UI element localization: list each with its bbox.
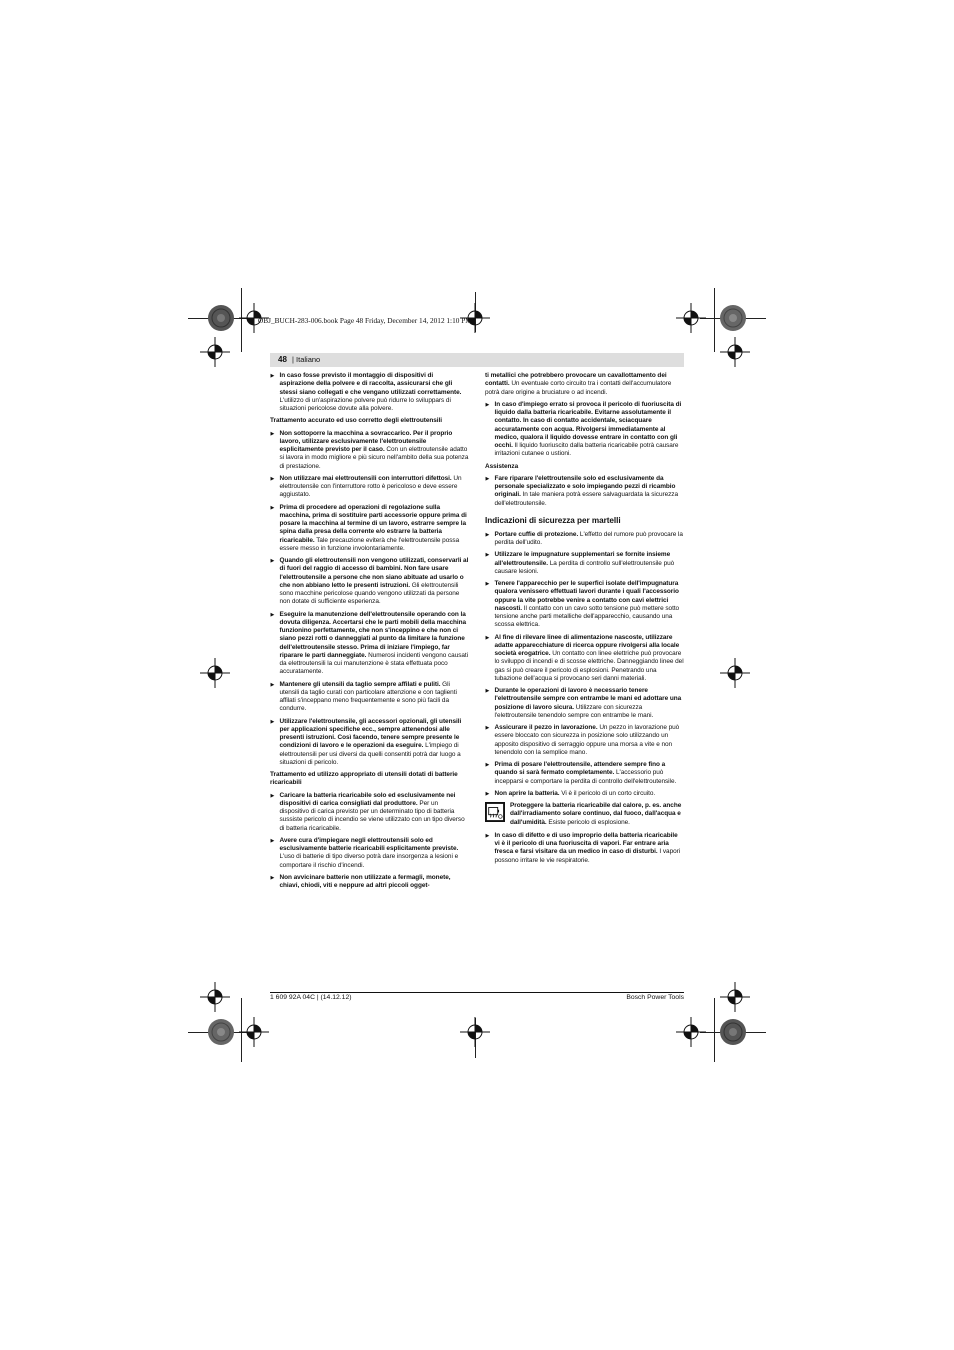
body-text: Gli utensili da taglio curati con particolare attenzione e con taglienti affilati s'inceppano meno frequentemente e sono più facili da condurre. xyxy=(279,680,457,713)
bold-lead: Quando gli elettroutensili non vengono utilizzati, conservarli al di fuori del raggio di accesso di bambini. Non fare usare l'elettroutensile a persone che non siano abituate ad usarlo o che non abbiano letto le presenti istruzioni. xyxy=(279,557,469,589)
bullet-item xyxy=(270,430,469,471)
language-label: Italiano xyxy=(296,355,321,364)
color-target-icon xyxy=(719,304,747,332)
bold-lead: Portare cuffie di protezione. xyxy=(494,530,579,538)
body-text: In tale maniera potrà essere salvaguardata la sicurezza dell'elettroutensile. xyxy=(494,491,678,507)
page-language: | Italiano xyxy=(292,355,321,364)
body-text: Un elettroutensile con l'interruttore rotto è pericoloso e deve essere aggiustato. xyxy=(279,474,462,499)
footer-document-code: 1 609 92A 04C | (14.12.12) xyxy=(270,994,352,1001)
bold-lead: Caricare la batteria ricaricabile solo ed esclusivamente nei dispositivi di carica consigliati dal produttore. xyxy=(279,791,456,807)
bold-lead: Non aprire la batteria. xyxy=(494,789,560,797)
bullet-item xyxy=(270,611,469,677)
battery-heat-warning-icon xyxy=(485,802,505,822)
left-column xyxy=(270,372,469,894)
bullet-item xyxy=(485,580,684,630)
bullet-item xyxy=(270,837,469,870)
bold-lead: Proteggere la batteria ricaricabile dal calore, p. es. anche dall'irradiamento solare continuo, dal fuoco, dall'acqua e dall'umidità. xyxy=(510,802,682,826)
bold-lead: Eseguire la manutenzione dell'elettroutensile operando con la dovuta diligenza. Accertarsi che le parti mobili della macchina funzionino perfettamente, che non s'inceppino e che non ci siano pezzi rotti o danneggiati al punto da limitare la funzione dell'elettroutensile stesso. Prima di iniziare l'impiego, far riparare le parti danneggiate. xyxy=(279,610,467,659)
bold-lead: Assicurare il pezzo in lavorazione. xyxy=(494,724,598,731)
registration-mark-icon xyxy=(237,1015,271,1049)
body-text: L'uso di batterie di tipo diverso potrà dare insorgenza a lesioni e comportare il rischio d'incendi. xyxy=(279,853,459,869)
body-text: Per un dispositivo di carica previsto per un determinato tipo di batteria sussiste pericolo di incendio se viene utilizzato con un tipo diverso di batteria ricaricabile. xyxy=(279,799,465,832)
body-text: L'utilizzo di un'aspirazione polvere può ridurre lo sviluppars di situazioni pericolose dovute alla polvere. xyxy=(279,396,451,412)
bullet-item xyxy=(270,504,469,554)
subsection-heading: Trattamento ed utilizzo appropriato di utensili dotati di batterie ricaricabili xyxy=(270,771,458,787)
subsection-heading: Assistenza xyxy=(485,462,519,470)
color-target-icon xyxy=(719,1018,747,1046)
body-text: Il liquido fuoriuscito dalla batteria ricaricabile potrà causare irritazioni cutanee o ustioni. xyxy=(494,442,679,458)
bold-lead: Non avvicinare batterie non utilizzate a fermagli, monete, chiavi, chiodi, viti e neppure ad altri piccoli ogget- xyxy=(279,873,451,889)
bold-lead: Fare riparare l'elettroutensile solo ed esclusivamente da personale specializzato e solo impiegando pezzi di ricambio originali. xyxy=(494,474,676,499)
bullet-item xyxy=(270,475,469,500)
bold-lead: ti metallici che potrebbero provocare un cavallottamento dei contatti. xyxy=(485,372,667,388)
page-number: 48 xyxy=(278,355,287,364)
bullet-item xyxy=(270,372,469,413)
registration-mark-icon xyxy=(718,335,752,369)
bold-lead: Prima di posare l'elettroutensile, attendere sempre fino a quando si sarà fermato completamente. xyxy=(494,761,666,777)
bullet-item xyxy=(270,718,469,768)
bold-lead: In caso fosse previsto il montaggio di dispositivi di aspirazione della polvere e di raccolta, assicurarsi che gli stessi siano collegati e che vengano utilizzati correttamente. xyxy=(279,372,462,396)
color-target-icon xyxy=(207,304,235,332)
bullet-item xyxy=(485,401,684,459)
bold-lead: Tenere l'apparecchio per le superfici isolate dell'impugnatura qualora venissero effettuati lavori durante i quali l'accessorio oppure la vite potrebbe venire a contatto con cavi elettrici nascosti. xyxy=(494,580,679,612)
registration-mark-icon xyxy=(674,301,708,335)
registration-mark-icon xyxy=(198,980,232,1014)
bold-lead: In caso d'impiego errato si provoca il pericolo di fuoriuscita di liquido dalla batteria ricaricabile. Evitarne assolutamente il contatto. In caso di contatto accidentale, sciacquare accuratamente con acqua. Rivolgersi immediatamente al medico, qualora il liquido dovesse entrare in contatto con gli occhi. xyxy=(494,400,682,449)
bullet-item xyxy=(270,792,469,833)
right-column xyxy=(485,372,684,869)
bold-lead: Mantenere gli utensili da taglio sempre affilati e puliti. xyxy=(279,680,441,688)
bullet-item xyxy=(485,724,684,757)
bullet-item xyxy=(485,475,684,508)
continued-paragraph xyxy=(485,372,684,397)
bold-lead: Non utilizzare mai elettroutensili con interruttori difettosi. xyxy=(279,474,452,482)
bullet-item xyxy=(270,874,469,891)
page-header-bar xyxy=(270,353,684,367)
registration-mark-icon xyxy=(198,656,232,690)
body-text: Un pezzo in lavorazione può essere bloccato con sicurezza in posizione solo utilizzando un apposito dispositivo di serraggio oppure una morsa a vite e non tenendolo con la semplice mano. xyxy=(494,724,680,756)
bold-lead: Non sottoporre la macchina a sovraccarico. Per il proprio lavoro, utilizzare esclusivamente l'elettroutensile esplicitamente previsto per il caso. xyxy=(279,429,453,453)
registration-mark-icon xyxy=(198,335,232,369)
bullet-item xyxy=(485,687,684,720)
bold-lead: Avere cura d'impiegare negli elettroutensili solo ed esclusivamente batterie ricaricabili esplicitamente previste. xyxy=(279,836,459,852)
color-target-icon xyxy=(207,1018,235,1046)
bullet-item xyxy=(485,832,684,865)
book-info-line: OBJ_BUCH-283-006.book Page 48 Friday, December 14, 2012 1:10 PM xyxy=(258,316,472,325)
body-text: Utilizzare con sicurezza l'elettroutensile tenendolo sempre con entrambe le mani. xyxy=(494,703,654,719)
bullet-item xyxy=(485,551,684,576)
bold-lead: Prima di procedere ad operazioni di regolazione sulla macchina, prima di sostituire parti accessorie oppure prima di posare la macchina al termine di un lavoro, estrarre sempre la spina dalla presa della corrente e/o estrarre la batteria ricaricabile. xyxy=(279,503,467,544)
body-text: Esiste pericolo di esplosione. xyxy=(546,818,630,826)
bold-lead: Utilizzare le impugnature supplementari se fornite insieme all'elettroutensile. xyxy=(494,551,671,567)
bullet-item xyxy=(485,761,684,786)
section-heading: Indicazioni di sicurezza per martelli xyxy=(485,515,621,525)
registration-mark-icon xyxy=(718,980,752,1014)
bullet-item xyxy=(485,634,684,684)
body-text: Con un elettroutensile adatto si lavora in modo migliore e più sicuro nell'ambito della sua potenza di prestazione. xyxy=(279,446,469,470)
body-text: Il contatto con un cavo sotto tensione può mettere sotto tensione anche parti metalliche dell'apparecchio, causando una scossa elettrica. xyxy=(494,604,680,629)
body-text: L'accessorio può incepparsi e comportare la perdita di controllo dell'elettroutensile. xyxy=(494,769,677,785)
bullet-item xyxy=(270,681,469,714)
body-text: La perdita di controllo sull'elettroutensile può causare lesioni. xyxy=(494,559,675,575)
bullet-item xyxy=(485,790,684,798)
bold-lead: Durante le operazioni di lavoro è necessario tenere l'elettroutensile sempre con entrambe le mani ed adottare una posizione di lavoro sicura. xyxy=(494,687,682,711)
body-text: Numerosi incidenti vengono causati da elettroutensili la cui manutenzione è stata effettuata poco accuratamente. xyxy=(279,651,469,676)
body-text: L'effetto del rumore può provocare la perdita dell'udito. xyxy=(494,530,683,546)
footer-rule xyxy=(270,992,684,993)
body-text: Tale precauzione eviterà che l'elettroutensile possa essere messo in funzione involontariamente. xyxy=(279,536,460,552)
body-text: L'impiego di elettroutensili per usi diversi da quelli consentiti potrà dar luogo a situazioni di pericolo. xyxy=(279,742,461,766)
body-text: Vi è il pericolo di un corto circuito. xyxy=(559,789,656,797)
bold-lead: Utilizzare l'elettroutensile, gli accessori opzionali, gli utensili per applicazioni specifiche ecc., sempre attenendosi alle presenti istruzioni. Così facendo, tenere sempre presente le condizioni di lavoro e le operazioni da eseguire. xyxy=(279,717,462,750)
body-text: Un contatto con linee elettriche può provocare lo sviluppo di incendi e di scosse elettriche. Danneggiando linee del gas si può creare il pericolo di esplosioni. Penetrando una tubazione dell'acqua si provocano seri danni materiali. xyxy=(494,650,684,682)
bullet-item xyxy=(270,557,469,607)
body-text: Gli elettroutensili sono macchine pericolose quando vengono utilizzati da persone non dotate di sufficiente esperienza. xyxy=(279,581,460,606)
bold-lead: Al fine di rilevare linee di alimentazione nascoste, utilizzare adatte apparecchiature di ricerca oppure rivolgersi alla locale società erogatrice. xyxy=(494,633,680,657)
bold-lead: In caso di difetto e di uso improprio della batteria ricaricabile vi è il pericolo di una fuoriuscita di vapori. Far entrare aria fresca e farsi visitare da un medico in caso di disturbi. xyxy=(494,831,678,856)
registration-mark-icon xyxy=(674,1015,708,1049)
body-text: Un eventuale corto circuito tra i contatti dell'accumulatore potrà dare origine a bruciature o ad incendi. xyxy=(485,380,672,396)
bullet-item xyxy=(485,531,684,548)
footer-brand: Bosch Power Tools xyxy=(626,994,684,1001)
registration-mark-icon xyxy=(718,656,752,690)
warning-item xyxy=(485,802,684,827)
body-text: I vapori possono irritare le vie respiratorie. xyxy=(494,848,681,864)
registration-mark-icon xyxy=(458,1015,492,1049)
subsection-heading: Trattamento accurato ed uso corretto degli elettroutensili xyxy=(270,417,443,425)
